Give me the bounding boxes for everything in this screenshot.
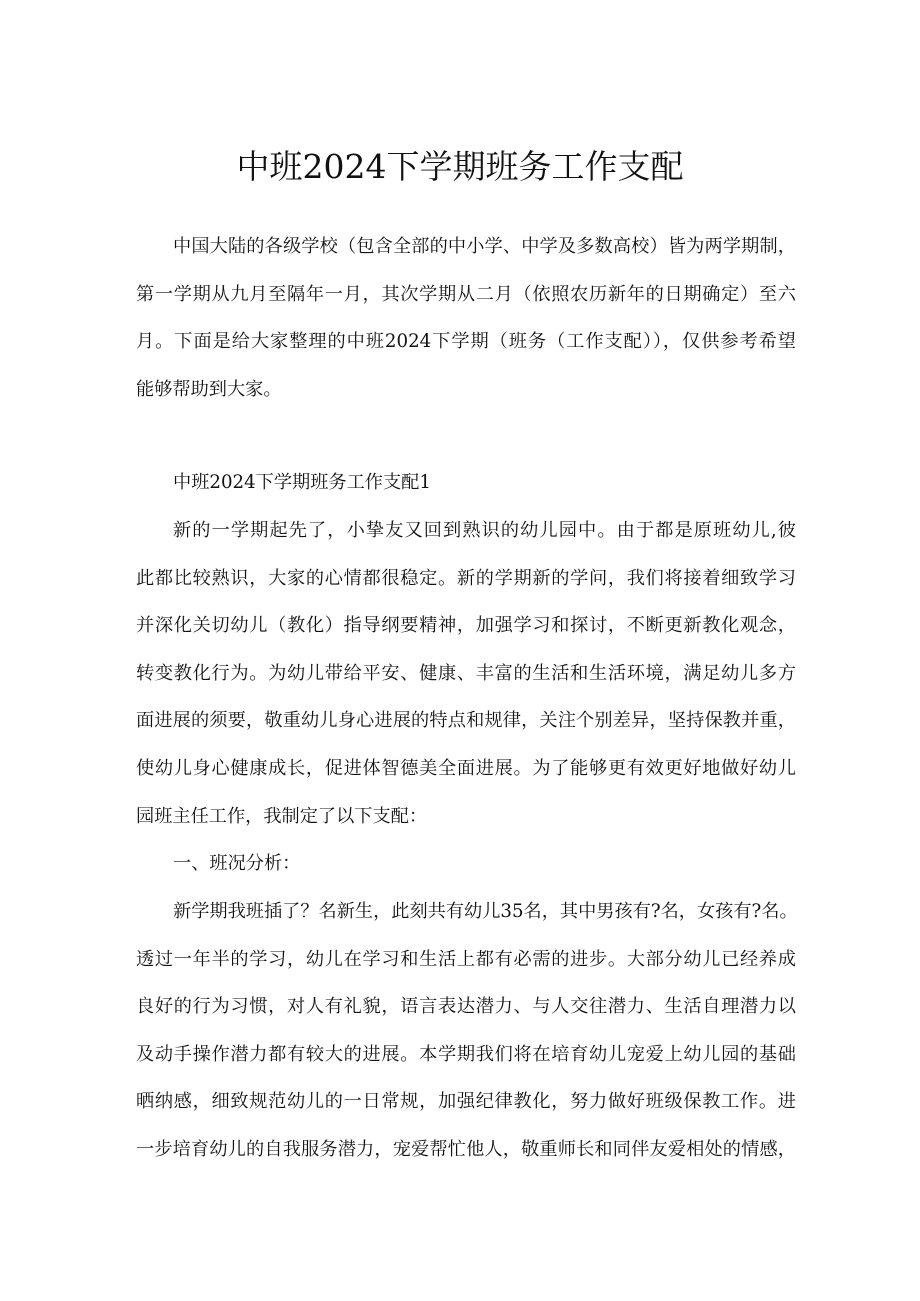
intro-line: 中国大陆的各级学校（包含全部的中小学、中学及多数高校）皆为两学期制， — [173, 236, 796, 257]
paragraph-line: 新的一学期起先了，小挚友又回到熟识的幼儿园中。由于都是原班幼儿,彼 — [173, 520, 796, 541]
section-title: 中班2024下学期班务工作支配1 — [173, 472, 431, 493]
paragraph-line: 新学期我班插了？名新生，此刻共有幼儿35名，其中男孩有?名，女孩有?名。 — [173, 901, 798, 922]
intro-line: 第一学期从九月至隔年一月，其次学期从二月（依照农历新年的日期确定）至六 — [136, 283, 796, 305]
document-title: 中班2024下学期班务工作支配 — [236, 147, 684, 186]
body-paragraph-2 — [136, 888, 796, 1174]
intro-line: 能够帮助到大家。 — [136, 378, 282, 400]
intro-paragraph — [136, 223, 796, 413]
paragraph-line: 并深化关切幼儿（教化）指导纲要精神，加强学习和探讨，不断更新教化观念， — [136, 615, 796, 637]
paragraph-line: 此都比较熟识，大家的心情都很稳定。新的学期新的学问，我们将接着细致学习 — [136, 567, 796, 589]
paragraph-line: 晒纳感，细致规范幼儿的一日常规，加强纪律教化，努力做好班级保教工作。进 — [136, 1091, 796, 1113]
paragraph-line: 园班主任工作，我制定了以下支配： — [136, 805, 428, 827]
intro-line: 月。下面是给大家整理的中班2024下学期（班务（工作支配）），仅供参考希望 — [136, 331, 796, 353]
subheading-class-analysis: 一、班况分析： — [173, 853, 301, 874]
paragraph-line: 转变教化行为。为幼儿带给平安、健康、丰富的生活和生活环境，满足幼儿多方 — [136, 662, 796, 684]
paragraph-line: 及动手操作潜力都有较大的进展。本学期我们将在培育幼儿宠爱上幼儿园的基础 — [136, 1043, 796, 1065]
paragraph-line: 透过一年半的学习，幼儿在学习和生活上都有必需的进步。大部分幼儿已经养成 — [136, 948, 796, 970]
paragraph-line: 一步培育幼儿的自我服务潜力，宠爱帮忙他人，敬重师长和同伴友爱相处的情感， — [136, 1138, 796, 1160]
paragraph-line: 面进展的须要，敬重幼儿身心进展的特点和规律，关注个别差异，坚持保教并重， — [136, 710, 796, 732]
paragraph-line: 良好的行为习惯，对人有礼貌，语言表达潜力、与人交往潜力、生活自理潜力以 — [136, 996, 796, 1018]
body-paragraph-1 — [136, 507, 796, 840]
paragraph-line: 使幼儿身心健康成长，促进体智德美全面进展。为了能够更有效更好地做好幼儿 — [136, 757, 796, 779]
